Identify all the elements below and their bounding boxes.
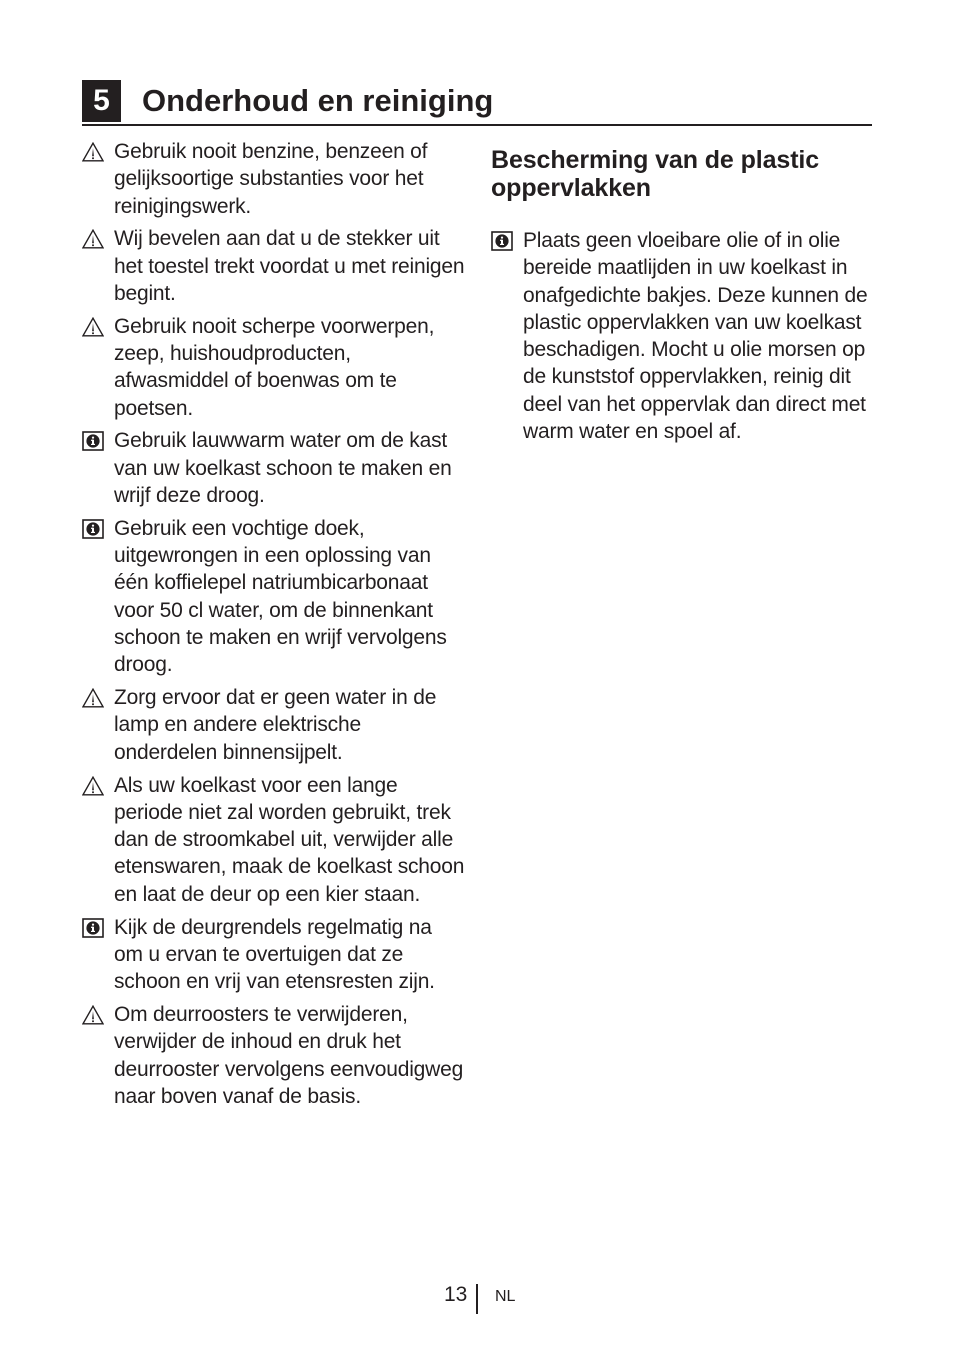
- section-header: [82, 80, 872, 126]
- warning-icon: [82, 142, 104, 162]
- list-item: [82, 138, 466, 220]
- section-number: 5: [82, 80, 121, 122]
- footer-divider: [476, 1284, 478, 1314]
- item-text: Gebruik nooit scherpe voorwerpen, zeep, huishoudproducten, afwasmiddel of boenwas om te poetsen.: [114, 314, 435, 420]
- warning-icon: [82, 1005, 104, 1025]
- item-text: Gebruik een vochtige doek, uitgewrongen in een oplossing van één koffielepel natriumbicarbonaat voor 50 cl water, om de binnenkant schoon te maken en wrijf vervolgens droog.: [114, 516, 447, 677]
- item-text: Gebruik lauwwarm water om de kast van uw koelkast schoon te maken en wrijf deze droog.: [114, 429, 452, 508]
- list-item: [82, 515, 466, 679]
- warning-icon: [82, 776, 104, 796]
- info-icon: [82, 918, 104, 938]
- warning-icon: [82, 688, 104, 708]
- warning-icon: [82, 317, 104, 337]
- item-text: Kijk de deurgrendels regelmatig na om u ervan te overtuigen dat ze schoon en vrij van etensresten zijn.: [114, 915, 435, 994]
- item-text: Plaats geen vloeibare olie of in olie bereide maatlijden in uw koelkast in onafgedichte bakjes. Deze kunnen de plastic oppervlakken van uw koelkast beschadigen. Mocht u olie morsen op de kunststof oppervlakken, reinig dit deel van het oppervlak dan direct met warm water en spoel af.: [523, 229, 868, 444]
- list-item: [82, 427, 466, 509]
- page-footer: [0, 1282, 954, 1316]
- list-item: [82, 225, 466, 307]
- left-column: [82, 138, 466, 1116]
- item-text: Wij bevelen aan dat u de stekker uit het toestel trekt voordat u met reinigen begint.: [114, 227, 465, 305]
- right-column: [491, 138, 881, 451]
- item-text: Gebruik nooit benzine, benzeen of gelijksoortige substanties voor het reinigingswerk.: [114, 140, 428, 218]
- list-item: [82, 313, 466, 422]
- warning-icon: [82, 229, 104, 249]
- list-item: [82, 772, 466, 908]
- list-item: [491, 227, 881, 445]
- page-title: Onderhoud en reiniging: [142, 83, 494, 118]
- item-text: Om deurroosters te verwijderen, verwijder de inhoud en druk het deurrooster vervolgens eenvoudigweg naar boven vanaf de basis.: [114, 1002, 464, 1108]
- info-icon: [82, 431, 104, 451]
- language-code: NL: [495, 1288, 516, 1305]
- subheading: Bescherming van de plastic oppervlakken: [491, 146, 820, 202]
- info-icon: [491, 231, 513, 251]
- item-text: Als uw koelkast voor een lange periode niet zal worden gebruikt, trek dan de stroomkabel uit, verwijder alle etenswaren, maak de koelkast schoon en laat de deur op een kier staan.: [114, 773, 465, 906]
- right-item-list: [491, 227, 881, 445]
- list-item: [82, 1001, 466, 1110]
- item-text: Zorg ervoor dat er geen water in de lamp en andere elektrische onderdelen binnensijpelt.: [114, 686, 437, 764]
- list-item: [82, 684, 466, 766]
- page-number: 13: [444, 1283, 468, 1306]
- info-icon: [82, 519, 104, 539]
- list-item: [82, 914, 466, 996]
